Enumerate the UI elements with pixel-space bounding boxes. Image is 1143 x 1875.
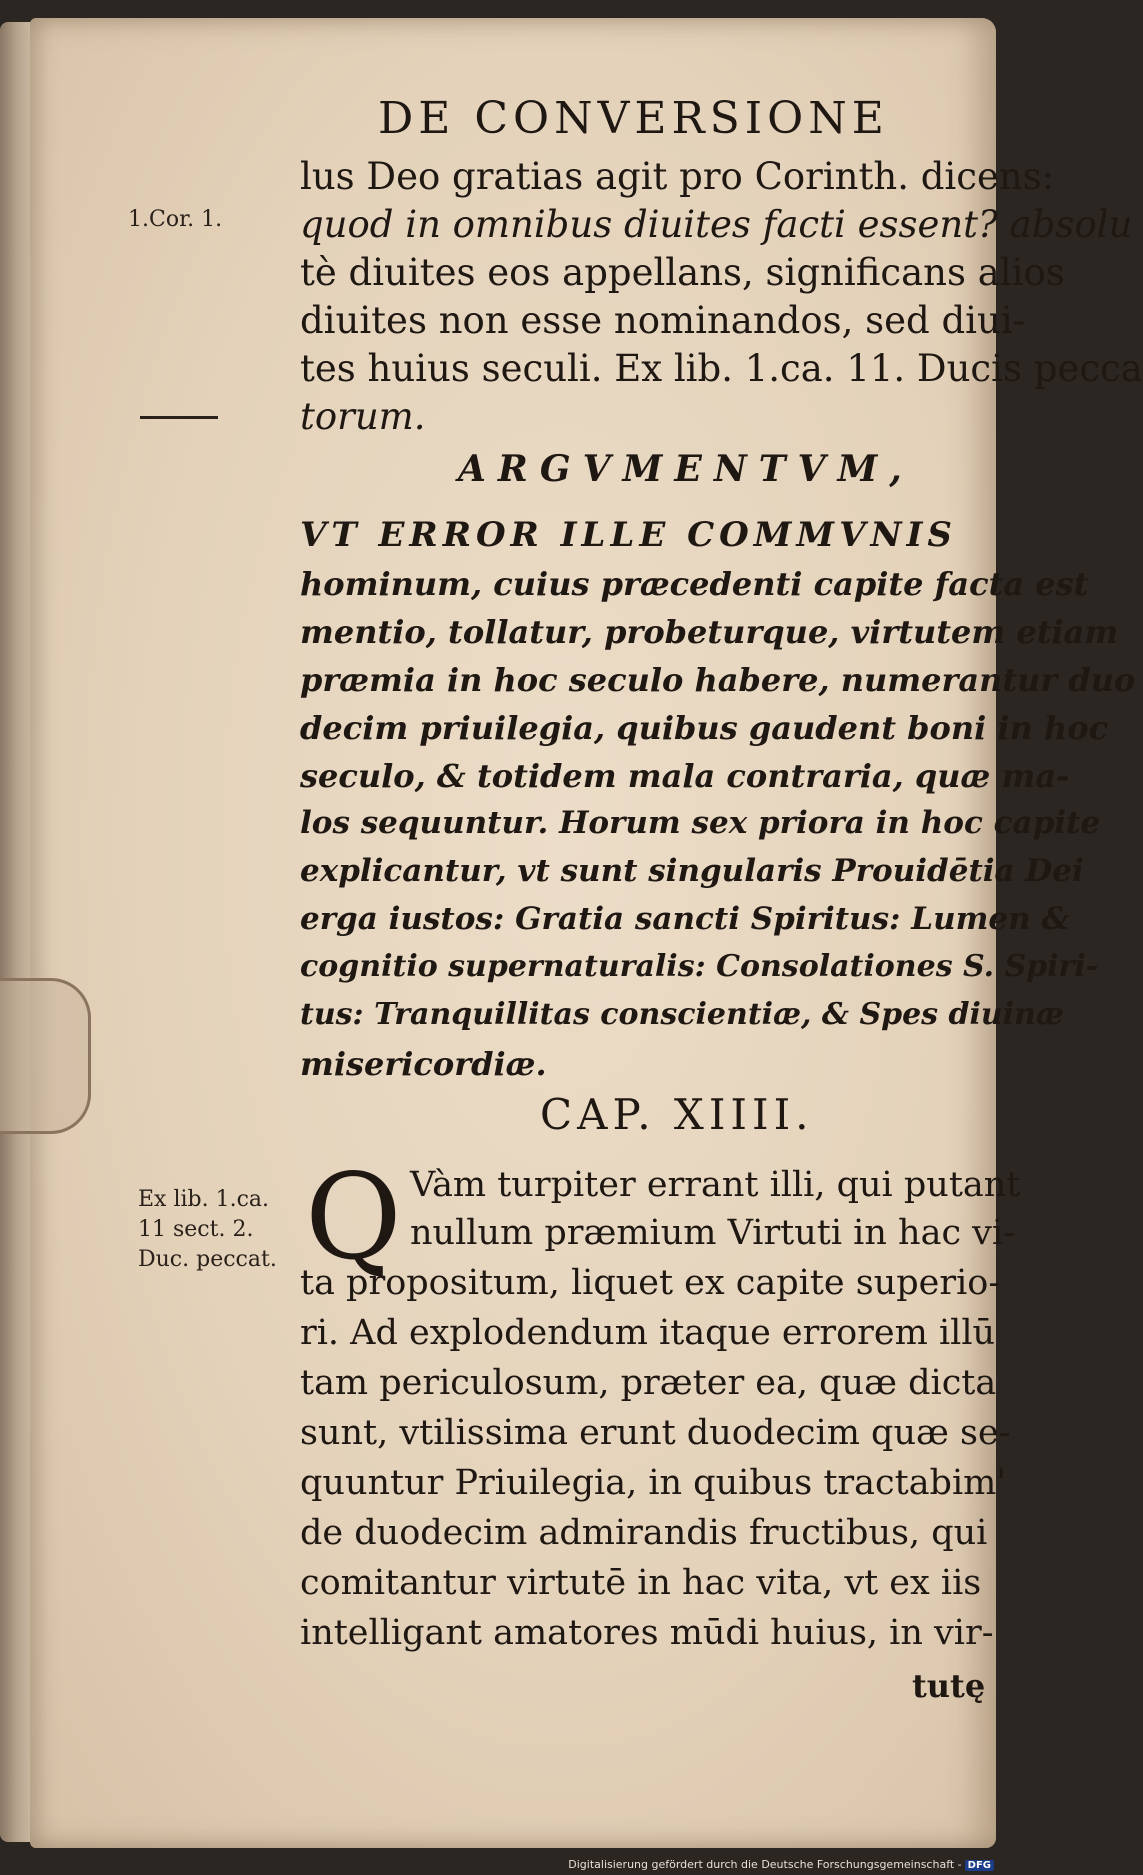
- body-line: sunt, vtilissima erunt duodecim quæ se-: [300, 1413, 1011, 1453]
- body-line: Vàm turpiter errant illi, qui putant: [410, 1165, 1021, 1205]
- body-line: ri. Ad explodendum itaque errorem illū: [300, 1313, 996, 1353]
- margin-note-cor: 1.Cor. 1.: [128, 207, 223, 232]
- text-line: quod in omnibus diuites facti essent? absolu: [300, 203, 1133, 246]
- text-line: tè diuites eos appellans, significans alios: [300, 251, 1065, 294]
- argument-line: seculo, & totidem mala contraria, quæ ma-: [300, 757, 1070, 795]
- body-line: de duodecim admirandis fructibus, qui: [300, 1513, 988, 1553]
- drop-initial: Q: [305, 1148, 402, 1286]
- margin-note-ex-lib-3: Duc. peccat.: [138, 1247, 277, 1272]
- body-line: nullum præmium Virtuti in hac vi-: [410, 1213, 1015, 1253]
- argument-line: præmia in hoc seculo habere, numerantur duo: [300, 661, 1136, 699]
- text-line: tes huius seculi. Ex lib. 1.ca. 11. Ducis pecca: [300, 347, 1143, 390]
- margin-note-ex-lib-1: Ex lib. 1.ca.: [138, 1187, 270, 1212]
- dfg-logo: DFG: [965, 1860, 994, 1871]
- credit-text: Digitalisierung gefördert durch die Deutsche Forschungsgemeinschaft -: [568, 1858, 962, 1871]
- text-line: torum.: [300, 395, 426, 438]
- running-head: DE CONVERSIONE: [378, 93, 889, 144]
- argument-line: tus: Tranquillitas conscientiæ, & Spes diuinæ: [300, 997, 1064, 1032]
- text-line: diuites non esse nominandos, sed diui-: [300, 299, 1026, 342]
- clip-tab: [0, 978, 91, 1134]
- body-line: quuntur Priuilegia, in quibus tractabim': [300, 1463, 1006, 1503]
- body-line: ta propositum, liquet ex capite superio-: [300, 1263, 1001, 1303]
- argument-line: los sequuntur. Horum sex priora in hoc capite: [300, 805, 1101, 841]
- catchword: tutę: [912, 1667, 986, 1705]
- argument-line: decim priuilegia, quibus gaudent boni in hoc: [300, 709, 1109, 747]
- argument-line: erga iustos: Gratia sancti Spiritus: Lumen &: [300, 901, 1070, 937]
- body-line: tam periculosum, præter ea, quæ dicta: [300, 1363, 997, 1403]
- text-line: lus Deo gratias agit pro Corinth. dicens:: [300, 155, 1055, 198]
- margin-note-ex-lib-2: 11 sect. 2.: [138, 1217, 254, 1242]
- argument-line: mentio, tollatur, probeturque, virtutem etiam: [300, 613, 1119, 651]
- argument-line: explicantur, vt sunt singularis Prouidētia Dei: [300, 853, 1084, 889]
- body-line: intelligant amatores mūdi huius, in vir-: [300, 1613, 994, 1653]
- argument-line: misericordiæ.: [300, 1045, 547, 1083]
- argument-line: VT ERROR ILLE COMMVNIS: [300, 515, 957, 555]
- margin-dash: [140, 416, 218, 422]
- digitization-credit: [568, 1858, 994, 1871]
- chapter-heading: CAP. XIIII.: [540, 1090, 814, 1139]
- argument-line: cognitio supernaturalis: Consolationes S. Spiri-: [300, 949, 1099, 984]
- body-line: comitantur virtutē in hac vita, vt ex iis: [300, 1563, 982, 1603]
- argument-line: hominum, cuius præcedenti capite facta est: [300, 565, 1089, 603]
- argumentum-title: ARGVMENTVM,: [458, 448, 914, 490]
